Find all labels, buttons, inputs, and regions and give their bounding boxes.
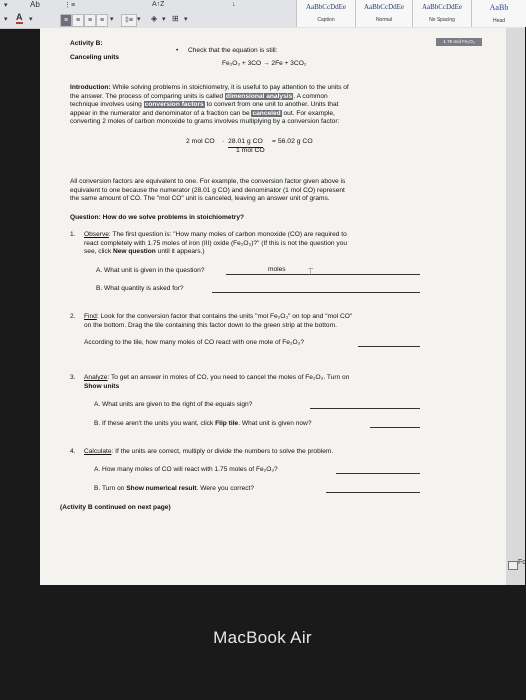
conversion-tile: 1.75 mol Fe₂O₃ [436, 38, 482, 46]
example-dot: · [222, 138, 225, 145]
q2-answer-field[interactable] [358, 339, 420, 347]
activity-subtitle: Canceling units [70, 54, 120, 61]
activity-title: Activity B: [70, 40, 103, 47]
style-heading[interactable] [471, 0, 526, 27]
q2-number: 2. [70, 313, 76, 320]
intro-line-3: technique involves using conversion factors to convert from one unit to another. Units that [70, 101, 339, 109]
font-color-arrow-icon[interactable]: ▾ [29, 16, 33, 23]
shading-icon[interactable]: ◈ [151, 14, 158, 23]
shading-dropdown-icon[interactable]: ▾ [162, 16, 166, 23]
highlight-canceled: canceled [252, 109, 281, 117]
example-result: = 56.02 g CO [272, 138, 313, 145]
style-preview: AaBbCcDdEe [421, 3, 463, 11]
q4-answer-b-field[interactable] [326, 485, 420, 493]
intro-line-5: converting 2 moles of carbon monoxide to grams involves multiplying by a conversion factor: [70, 118, 340, 126]
q4-number: 4. [70, 448, 76, 455]
q4-part-a: A. How many moles of CO will react with 1.75 moles of Fe₂O₃? [94, 466, 278, 473]
example-numerator-1: 2 mol CO [186, 138, 215, 145]
q1-line-2: react completely with 1.75 moles of iron (III) oxide (Fe₂O₃)?" (If this is not the question you [84, 239, 348, 247]
font-color-button[interactable]: A [16, 12, 23, 22]
q3-part-a: A. What units are given to the right of the equals sign? [94, 401, 253, 408]
q4-part-b: B. Turn on Show numerical result. Were you correct? [94, 485, 255, 492]
q4-answer-a-field[interactable] [336, 466, 420, 474]
q1-answer-a-value: moles [268, 266, 286, 273]
style-preview: AaBbCcDdEe [363, 3, 405, 11]
q1-line-3: see, click New question until it appears.) [84, 248, 205, 256]
style-name: Normal [375, 17, 393, 23]
q2-line-2: on the bottom. Drag the tile containing this factor down to the green strip at the bottom. [84, 321, 337, 329]
q3-answer-a-field[interactable] [310, 401, 420, 409]
highlight-dimensional-analysis: dimensional analysis [225, 92, 293, 100]
style-name: Caption [317, 17, 335, 23]
panel-icon[interactable] [508, 561, 518, 570]
check-equation-text: Check that the equation is still: [188, 47, 278, 54]
align-right-button[interactable]: ≡ [84, 14, 96, 27]
font-color-dropdown-icon[interactable]: ▾ [4, 16, 8, 23]
clear-format-icon[interactable]: Ab [30, 0, 40, 9]
q1-number: 1. [70, 231, 76, 238]
arrow-down-icon[interactable]: ↓ [232, 1, 236, 8]
side-panel [506, 28, 525, 585]
q3-number: 3. [70, 374, 76, 381]
line-spacing-dropdown-icon[interactable]: ▾ [137, 16, 141, 23]
example-numerator-2: 28.01 g CO [228, 138, 263, 148]
q3-answer-b-field[interactable] [370, 420, 420, 428]
justify-button[interactable]: ≡ [96, 14, 108, 27]
q1-answer-b-field[interactable] [212, 285, 420, 293]
highlight-conversion-factors: conversion factors [144, 101, 204, 109]
intro-line-2: the answer. The process of comparing units is called dimensional analysis. A common [70, 92, 328, 100]
style-normal[interactable] [355, 0, 412, 27]
question-heading: Question: How do we solve problems in stoichiometry? [70, 214, 245, 221]
align-dropdown-icon[interactable]: ▾ [110, 16, 114, 23]
factors-line-2: equivalent to one because the numerator (28.01 g CO) and denominator (1 mol CO) represent [70, 186, 345, 194]
q3-line-1: Analyze: To get an answer in moles of CO, you need to cancel the moles of Fe₂O₃. Turn on [84, 374, 350, 381]
style-name: Head [493, 18, 505, 24]
sort-icon[interactable]: A↑Z [152, 1, 165, 8]
intro-line-4: appear in the numerator and denominator of a fraction can be canceled out. For example, [70, 109, 335, 117]
intro-line-1: Introduction: While solving problems in stoichiometry, it is useful to pay attention to the units of [70, 84, 349, 91]
q1-line-1: Observe: The first question is: "How many moles of carbon monoxide (CO) are required to [84, 231, 347, 238]
align-center-button[interactable]: ≡ [72, 14, 84, 27]
style-name: No Spacing [429, 17, 455, 23]
continued-note: (Activity B continued on next page) [60, 504, 171, 511]
q2-line-3: According to the tile, how many moles of CO react with one mole of Fe₂O₃? [84, 339, 305, 346]
new-question-label: New question [112, 248, 156, 256]
factors-line-3: the same amount of CO. The "mol CO" unit is canceled, leaving an answer unit of grams. [70, 195, 330, 203]
show-numerical-result-label: Show numerical result [126, 485, 197, 492]
bullet: • [176, 47, 179, 54]
bullets-icon[interactable]: ⋮≡ [64, 2, 76, 9]
style-preview: AaBbCcDdEe [305, 3, 347, 11]
laptop-brand-label: MacBook Air [213, 628, 312, 647]
style-preview: AaBb [489, 3, 509, 12]
q3-line-2: Show units [84, 382, 120, 390]
style-caption[interactable] [296, 0, 355, 27]
borders-icon[interactable]: ⊞ [172, 14, 179, 23]
line-spacing-button[interactable]: ‡≡ [121, 14, 137, 27]
borders-dropdown-icon[interactable]: ▾ [184, 16, 188, 23]
panel-label: Fc [518, 559, 526, 566]
text-cursor-icon: ⌶ [308, 267, 314, 277]
document-page[interactable] [40, 28, 506, 585]
dropdown-arrow-icon[interactable]: ▾ [4, 2, 8, 9]
q1-part-a: A. What unit is given in the question? [96, 267, 205, 274]
word-ribbon [0, 0, 525, 29]
align-left-button[interactable]: ≡ [60, 14, 72, 27]
example-denominator: 1 mol CO [236, 147, 265, 154]
q2-line-1: Find: Look for the conversion factor that contains the units "mol Fe₂O₃" on top and "mol CO" [84, 313, 353, 320]
q1-answer-a-field[interactable] [226, 267, 420, 275]
q1-part-b: B. What quantity is asked for? [96, 285, 184, 292]
q4-line-1: Calculate: If the units are correct, multiply or divide the numbers to solve the problem. [84, 448, 334, 455]
q3-part-b: B. If these aren't the units you want, click Flip tile. What unit is given now? [94, 420, 312, 427]
factors-line-1: All conversion factors are equivalent to one. For example, the conversion factor given above is [70, 178, 346, 185]
chemical-equation: Fe₂O₃ + 3CO → 2Fe + 3CO₂ [222, 60, 307, 67]
style-no-spacing[interactable] [412, 0, 471, 27]
flip-tile-label: Flip tile [215, 420, 239, 427]
